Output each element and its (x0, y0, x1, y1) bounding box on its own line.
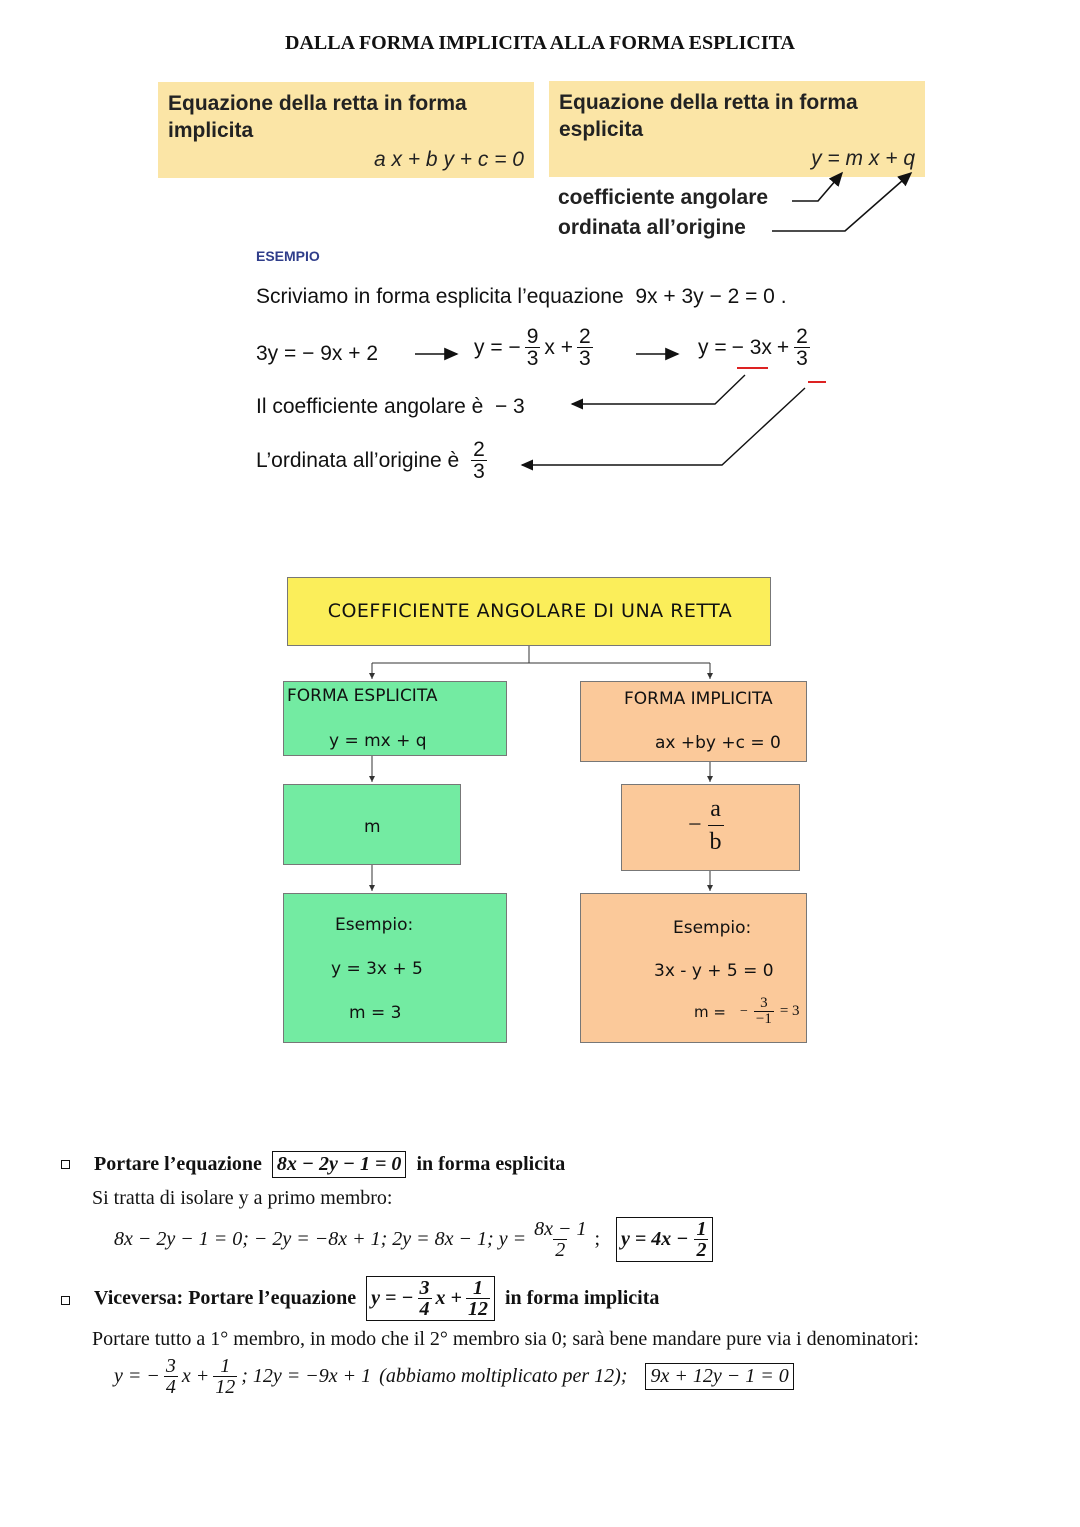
frac-num: 1 (472, 1277, 483, 1299)
exercise1-sep: ; (594, 1228, 601, 1250)
exercise1-suffix: in forma esplicita (416, 1153, 566, 1175)
frac-den: 12 (467, 1298, 488, 1320)
bullet-icon (61, 1160, 70, 1169)
boxed-frac-1-12 (466, 1278, 490, 1319)
frac-num: 9 (526, 325, 539, 348)
flow-implicit-result (621, 784, 800, 871)
implicit-example-title: Esempio: (673, 918, 752, 938)
exercise2-boxed-eq (366, 1276, 495, 1321)
frac-num: 3 (760, 995, 768, 1011)
implicit-result (688, 797, 724, 854)
explicit-eq: y = mx + q (329, 731, 427, 751)
bullet-icon (61, 1296, 70, 1305)
work-mid: x + (181, 1365, 210, 1387)
slope-label: coefficiente angolare (558, 186, 769, 209)
page-title: DALLA FORMA IMPLICITA ALLA FORMA ESPLICITA (285, 32, 795, 54)
implicit-eq: ax +by +c = 0 (655, 733, 781, 753)
boxed-frac-3-4 (418, 1278, 432, 1319)
frac-num: 3 (165, 1355, 176, 1377)
exercise1-prefix: Portare l’equazione (94, 1153, 262, 1175)
explicit-example-title: Esempio: (335, 915, 414, 935)
work-note: (abbiamo moltiplicato per 12); (379, 1365, 628, 1387)
implicit-equation: a x + b y + c = 0 (373, 148, 524, 171)
exercise1-heading (94, 1151, 565, 1178)
explicit-heading-line2: esplicita (559, 118, 644, 141)
m-result: = 3 (779, 1003, 800, 1019)
step3-plus: + (776, 335, 790, 359)
frac-den: 3 (579, 347, 591, 370)
exercise1-result (616, 1217, 713, 1262)
a-over-b (708, 797, 724, 854)
frac-den: 4 (419, 1298, 430, 1320)
slope-result-text: Il coefficiente angolare è (256, 395, 484, 418)
frac-den: 2 (555, 1239, 566, 1261)
m-frac (754, 996, 774, 1027)
implicit-title: FORMA IMPLICITA (624, 689, 773, 709)
frac-num: 1 (220, 1355, 231, 1377)
frac-den: b (708, 825, 724, 854)
work-lhs: y = − (114, 1365, 160, 1387)
minus-sign: − (688, 812, 702, 838)
boxed-lhs: y = − (371, 1287, 414, 1309)
step2-lhs: y = − (474, 335, 521, 359)
implicit-heading-line1: Equazione della retta in forma (168, 92, 467, 115)
exercise1-frac (532, 1219, 588, 1260)
boxed-mid: x + (435, 1287, 462, 1309)
frac-den: 12 (215, 1376, 236, 1398)
eq-y: y = (811, 147, 846, 170)
frac-num: 8x − 1 (534, 1218, 587, 1240)
step3-slope: − 3x (731, 335, 772, 359)
frac-den: 3 (796, 347, 808, 370)
exercise1-steps (114, 1217, 713, 1262)
exercise2-work (114, 1356, 794, 1397)
step1: 3y = − 9x + 2 (256, 342, 379, 365)
flow-explicit-result (283, 784, 461, 865)
explicit-example-eq: y = 3x + 5 (331, 959, 423, 979)
exercise1-explain: Si tratta di isolare y a primo membro: (92, 1187, 393, 1209)
example-heading: ESEMPIO (256, 248, 320, 264)
intro-equation: 9x + 3y − 2 = 0 . (635, 285, 787, 308)
work-rest: ; 12y = −9x + 1 (241, 1365, 372, 1387)
explicit-example-m: m = 3 (349, 1003, 402, 1023)
frac-num: 3 (419, 1277, 430, 1299)
frac-num: a (710, 796, 721, 822)
explicit-heading-line1: Equazione della retta in forma (559, 91, 858, 114)
flow-explicit-example (283, 893, 507, 1043)
slope-result-value: − 3 (494, 395, 525, 418)
eq-m: m (845, 147, 864, 170)
m-label: m = (694, 1002, 726, 1021)
intro-text: Scriviamo in forma esplicita l’equazione (256, 285, 624, 308)
implicit-heading-line2: implicita (168, 119, 254, 142)
flow-root-label: COEFFICIENTE ANGOLARE DI UNA RETTA (327, 600, 733, 622)
flow-implicit-example (580, 893, 807, 1043)
frac-num: 2 (796, 325, 808, 348)
flow-explicit-form (283, 681, 507, 756)
explicit-title: FORMA ESPLICITA (287, 686, 438, 706)
frac-num: 2 (579, 325, 591, 348)
frac-den: 3 (526, 347, 539, 370)
exercise2-heading (94, 1276, 659, 1321)
step3-lhs: y = (698, 335, 727, 359)
flow-root (287, 577, 771, 646)
work-frac-1-12 (213, 1356, 237, 1397)
implicit-example-m (694, 996, 800, 1027)
flow-implicit-form (580, 681, 807, 762)
minus-sign: − (739, 1003, 748, 1019)
result-frac (694, 1219, 708, 1260)
eq-q: q (903, 147, 915, 170)
result-lhs: y = 4x − (621, 1228, 689, 1250)
frac-den: 4 (165, 1376, 176, 1398)
intercept-label: ordinata all’origine (558, 216, 746, 239)
exercise1-steps-text: 8x − 2y − 1 = 0; − 2y = −8x + 1; 2y = 8x − 1; y = (114, 1228, 527, 1250)
eq-x: x + (863, 147, 904, 170)
frac-den: 3 (473, 460, 485, 483)
explicit-result: m (364, 817, 381, 837)
frac-den: −1 (755, 1011, 772, 1027)
frac-num: 2 (473, 438, 485, 461)
implicit-example-eq: 3x - y + 5 = 0 (654, 961, 774, 981)
work-frac-3-4 (164, 1356, 178, 1397)
exercise1-boxed-eq: 8x − 2y − 1 = 0 (272, 1151, 407, 1178)
intercept-result-text: L’ordinata all’origine è (256, 448, 460, 472)
exercise2-explain: Portare tutto a 1° membro, in modo che il 2° membro sia 0; sarà bene mandare pure via i denominatori: (92, 1328, 919, 1350)
exercise2-prefix: Viceversa: Portare l’equazione (94, 1287, 357, 1309)
exercise2-result: 9x + 12y − 1 = 0 (645, 1363, 793, 1390)
frac-num: 1 (696, 1218, 707, 1240)
exercise2-suffix: in forma implicita (504, 1287, 660, 1309)
frac-den: 2 (696, 1239, 707, 1261)
step2-mid: x + (544, 335, 573, 359)
